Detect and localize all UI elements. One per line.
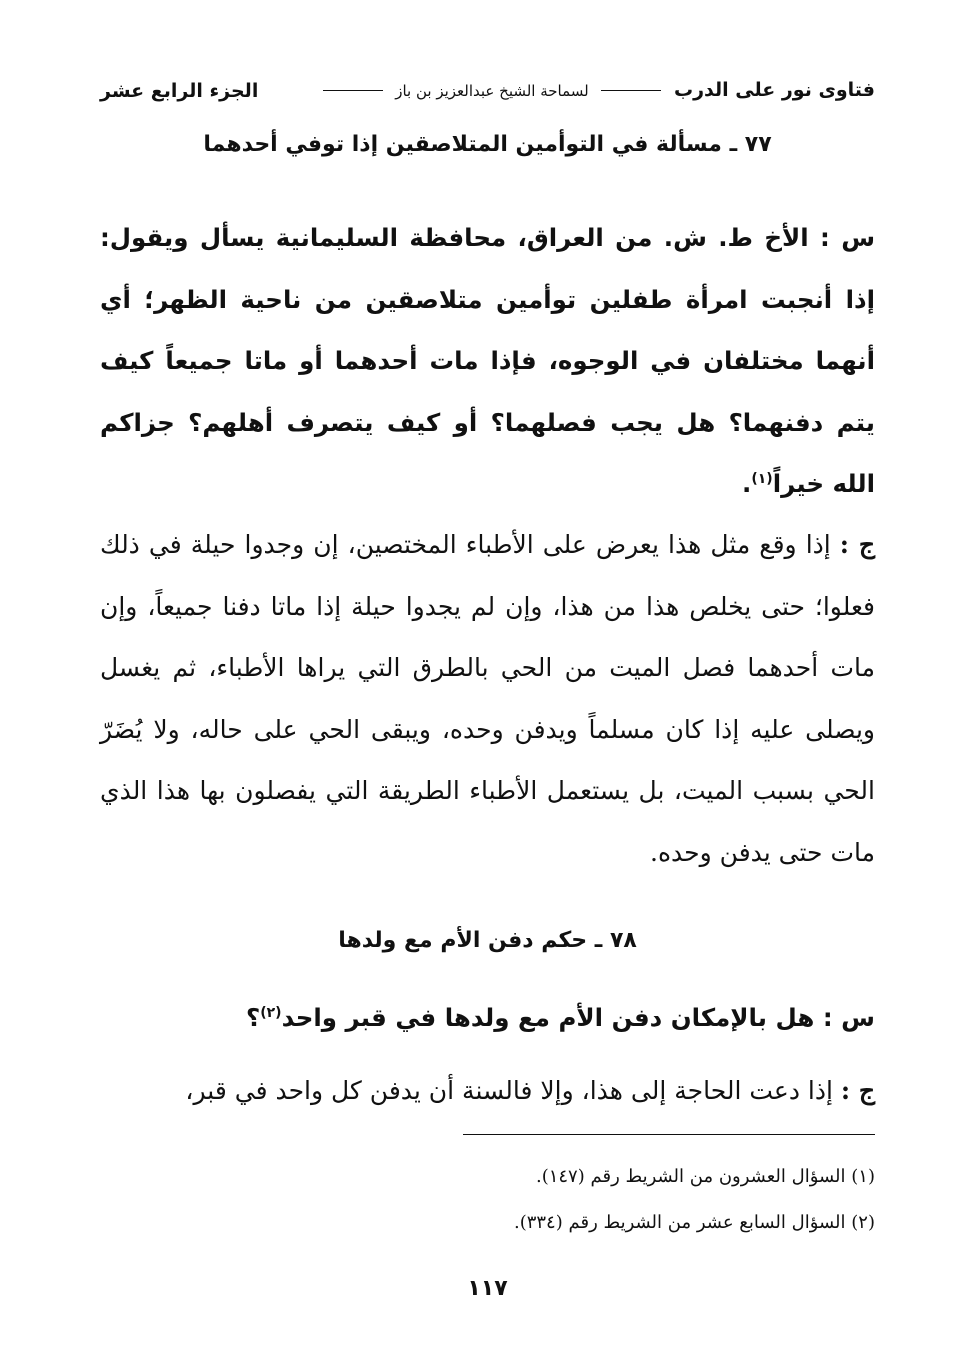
answer-text: إذا دعت الحاجة إلى هذا، وإلا فالسنة أن يدفن كل واحد في قبر، bbox=[185, 1076, 833, 1105]
section-title-78: ٧٨ ـ حكم دفن الأم مع ولدها bbox=[338, 928, 637, 953]
answer-label: ج : bbox=[840, 1076, 875, 1105]
page-number: ١١٧ bbox=[467, 1276, 508, 1301]
running-header bbox=[100, 76, 875, 105]
question-78 bbox=[100, 993, 875, 1043]
footnote-2: (٢) السؤال السابع عشر من الشريط رقم (٣٣٤). bbox=[513, 1212, 875, 1233]
header-author: لسماحة الشيخ عبدالعزيز بن باز bbox=[395, 82, 589, 100]
question-text: هل بالإمكان دفن الأم مع ولدها في قبر واحد bbox=[281, 1003, 815, 1032]
header-rule bbox=[323, 90, 383, 91]
answer-label: ج : bbox=[839, 530, 875, 559]
header-dash bbox=[601, 90, 661, 91]
question-77 bbox=[100, 207, 875, 515]
header-volume: الجزء الرابع عشر bbox=[100, 79, 259, 102]
footnote-ref-1: (١) bbox=[751, 471, 773, 488]
question-end: . bbox=[742, 469, 752, 499]
section-title-77: ٧٧ ـ مسألة في التوأمين المتلاصقين إذا توفي أحدهما bbox=[203, 132, 772, 157]
footnote-1: (١) السؤال العشرون من الشريط رقم (١٤٧). bbox=[535, 1166, 875, 1187]
question-label: س : bbox=[822, 1003, 875, 1032]
header-book-title: فتاوى نور على الدرب bbox=[674, 79, 875, 101]
answer-77 bbox=[100, 514, 875, 884]
answer-text: إذا وقع مثل هذا يعرض على الأطباء المختصين، إن وجدوا حيلة في ذلك فعلوا؛ حتى يخلص هذا من هذا، وإن لم يجدوا حيلة إذا ماتا دفنا جميعاً، وإن مات أحدهما فصل الميت من الحي بالطرق التي يراها الأطباء، ثم يغسل ويصلى عليه إذا كان مسلماً ويدفن وحده، ويبقى الحي على حاله، ولا يُضَرّ الحي بسبب الميت، بل يستعمل الأطباء الطريقة التي يفصلون بها هذا الذي مات حتى يدفن وحده. bbox=[100, 530, 875, 867]
question-text: الأخ ط. ش. من العراق، محافظة السليمانية يسأل ويقول: إذا أنجبت امرأة طفلين توأمين متلاصقين من ناحية الظهر؛ أي أنهما مختلفان في الوجوه، فإذا مات أحدهما أو ماتا جميعاً كيف يتم دفنهما؟ هل يجب فصلهما؟ أو كيف يتصرف أهلهم؟ جزاكم الله خيراً bbox=[100, 223, 875, 499]
question-end: ؟ bbox=[246, 1003, 261, 1032]
question-label: س : bbox=[820, 223, 876, 252]
header-book-info bbox=[317, 76, 875, 105]
footnote-ref-2: (٢) bbox=[260, 1004, 282, 1021]
footnote-separator bbox=[463, 1134, 875, 1135]
answer-78 bbox=[100, 1066, 875, 1116]
